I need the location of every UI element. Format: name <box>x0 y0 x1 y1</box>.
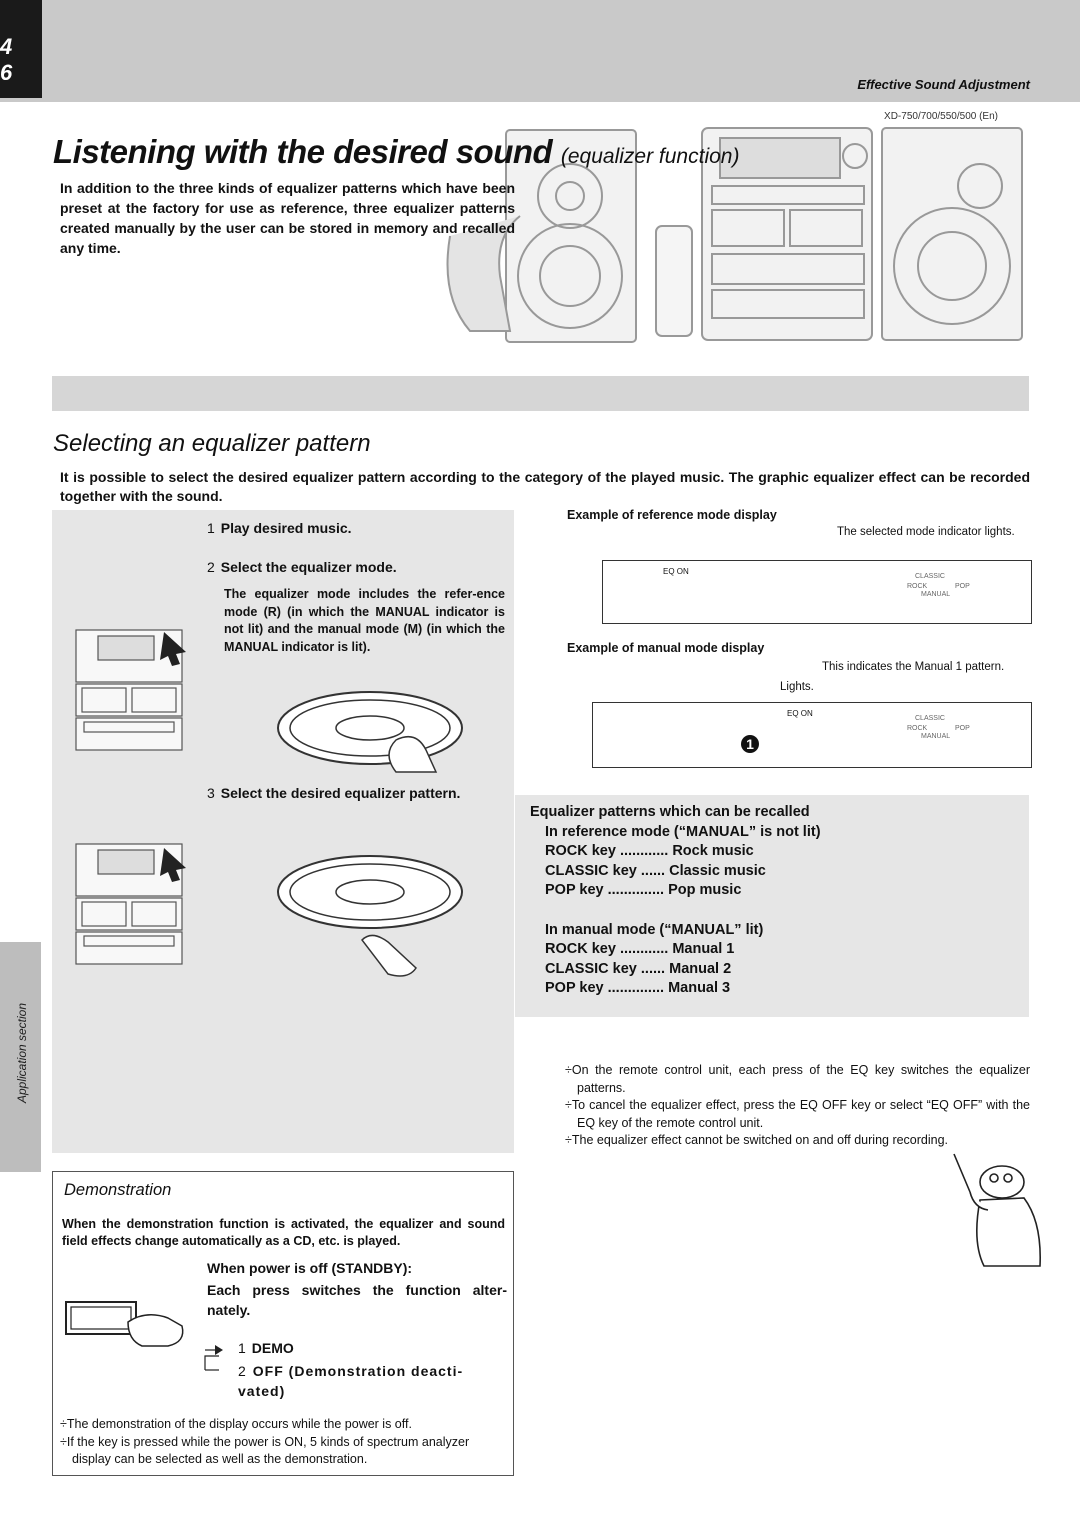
standby-line-2: Each press switches the function alter-nately. <box>207 1282 507 1318</box>
divider-bar <box>52 376 1029 411</box>
option-number: 2 <box>238 1363 247 1379</box>
cycle-arrow-icon <box>203 1342 229 1372</box>
intro-paragraph: In addition to the three kinds of equalizer patterns which have been preset at the factory for use as reference, three equalizer patterns created manually by the user can be stored in memory and recalled any time. <box>60 180 515 256</box>
note-item: ÷The equalizer effect cannot be switched on and off during recording. <box>565 1133 949 1147</box>
lead-paragraph: It is possible to select the desired equalizer pattern according to the category of the played music. The graphic equalizer effect can be recorded together with the sound. <box>60 469 1030 504</box>
list-item <box>545 862 821 882</box>
leader-dots: ............ <box>619 941 669 958</box>
eq-value: Rock music <box>672 843 754 860</box>
demo-key-illustration <box>64 1296 188 1354</box>
lcd-rock: ROCK <box>907 583 928 590</box>
lcd-pop: POP <box>955 583 970 590</box>
unit-illustration <box>72 624 192 754</box>
section-heading: Selecting an equalizer pattern <box>53 430 371 457</box>
lcd-pop: POP <box>955 725 970 732</box>
page-number: 4 6 <box>0 0 42 98</box>
demo-option-1 <box>238 1340 294 1356</box>
eq-patterns-list <box>530 803 821 999</box>
list-item <box>545 960 821 980</box>
list-item <box>545 881 821 901</box>
manual-display-note: This indicates the Manual 1 pattern. <box>822 661 1005 673</box>
option-number: 1 <box>238 1340 246 1356</box>
standby-line-1: When power is off (STANDBY): <box>207 1260 413 1276</box>
step-number: 1 <box>207 520 215 536</box>
list-item <box>545 940 821 960</box>
manual-mode-display <box>592 702 1032 768</box>
eq-key: POP key <box>545 882 604 899</box>
reference-mode-heading: In reference mode (“MANUAL” is not lit) <box>545 823 821 840</box>
demonstration-heading: Demonstration <box>64 1181 172 1199</box>
note-item: ÷The demonstration of the display occurs while the power is off. <box>60 1417 412 1431</box>
manual-mode-heading: In manual mode (“MANUAL” lit) <box>545 921 764 938</box>
page-title-main: Listening with the desired sound <box>53 133 553 170</box>
eq-value: Manual 2 <box>669 960 732 977</box>
leader-dots: .............. <box>607 980 665 997</box>
lcd-manual: MANUAL <box>921 733 951 740</box>
demo-option-2 <box>238 1361 508 1401</box>
lcd-manual: MANUAL <box>921 591 951 598</box>
eq-value: Manual 1 <box>672 941 735 958</box>
reference-display-note: The selected mode indicator lights. <box>837 526 1015 538</box>
eq-keys-illustration <box>276 690 472 774</box>
demonstration-intro: When the demonstration function is activated, the equalizer and sound field effects change automatically as a CD, etc. is played. <box>62 1217 505 1248</box>
model-number: XD-750/700/550/500 (En) <box>884 111 998 122</box>
note-item: ÷On the remote control unit, each press of the EQ key switches the equalizer patterns. <box>565 1063 1030 1095</box>
eq-value: Classic music <box>669 862 766 879</box>
lcd-classic: CLASSIC <box>915 573 945 580</box>
leader-dots: ...... <box>640 862 666 879</box>
eq-key: CLASSIC key <box>545 862 637 879</box>
eq-keys-illustration <box>276 850 472 980</box>
step-label: Select the desired equalizer pattern. <box>220 785 461 801</box>
page-title <box>53 133 739 171</box>
step-label: Play desired music. <box>220 520 352 536</box>
step-label: Select the equalizer mode. <box>220 559 397 575</box>
side-tab-label: Application section <box>15 1002 29 1104</box>
lights-label: Lights. <box>780 681 814 693</box>
leader-dots: ...... <box>640 960 666 977</box>
eq-key: ROCK key <box>545 941 616 958</box>
page-title-sub: (equalizer function) <box>560 145 740 168</box>
reference-mode-display <box>602 560 1032 624</box>
lcd-rock: ROCK <box>907 725 928 732</box>
eq-on-indicator: EQ ON <box>787 709 813 718</box>
demonstration-notes <box>60 1416 508 1469</box>
step-2-description: The equalizer mode includes the refer-ence mode (R) (in which the MANUAL indicator is not lit) and the manual mode (M) (in which the MANUAL indicator is lit). <box>224 587 505 654</box>
note-item: ÷If the key is pressed while the power is ON, 5 kinds of spectrum analyzer display can be selected as well as the demonstration. <box>60 1434 470 1466</box>
eq-value: Manual 3 <box>668 980 731 997</box>
reference-display-caption: Example of reference mode display <box>567 508 777 522</box>
eq-patterns-heading: Equalizer patterns which can be recalled <box>530 804 810 820</box>
option-label: DEMO <box>251 1340 294 1356</box>
step-1 <box>207 520 352 536</box>
step-number: 2 <box>207 559 215 575</box>
step-3 <box>207 785 460 801</box>
eq-on-indicator: EQ ON <box>663 567 689 576</box>
eq-key: CLASSIC key <box>545 960 637 977</box>
step-2 <box>207 559 397 575</box>
eq-key: ROCK key <box>545 843 616 860</box>
lcd-classic: CLASSIC <box>915 715 945 722</box>
manual-number-badge: 1 <box>741 735 759 753</box>
eq-key: POP key <box>545 980 604 997</box>
notes <box>565 1062 1030 1150</box>
unit-illustration <box>72 838 192 968</box>
step-number: 3 <box>207 785 215 801</box>
conductor-illustration <box>944 1152 1044 1270</box>
list-item <box>545 979 821 999</box>
leader-dots: .............. <box>607 882 665 899</box>
leader-dots: ............ <box>619 843 669 860</box>
section-title: Effective Sound Adjustment <box>857 77 1030 92</box>
eq-value: Pop music <box>668 882 742 899</box>
list-item <box>545 842 821 862</box>
manual-display-caption: Example of manual mode display <box>567 641 765 655</box>
option-label: OFF (Demonstration deacti-vated) <box>238 1363 464 1399</box>
note-item: ÷To cancel the equalizer effect, press the EQ OFF key or select “EQ OFF” with the EQ key of the remote control unit. <box>565 1098 1030 1130</box>
